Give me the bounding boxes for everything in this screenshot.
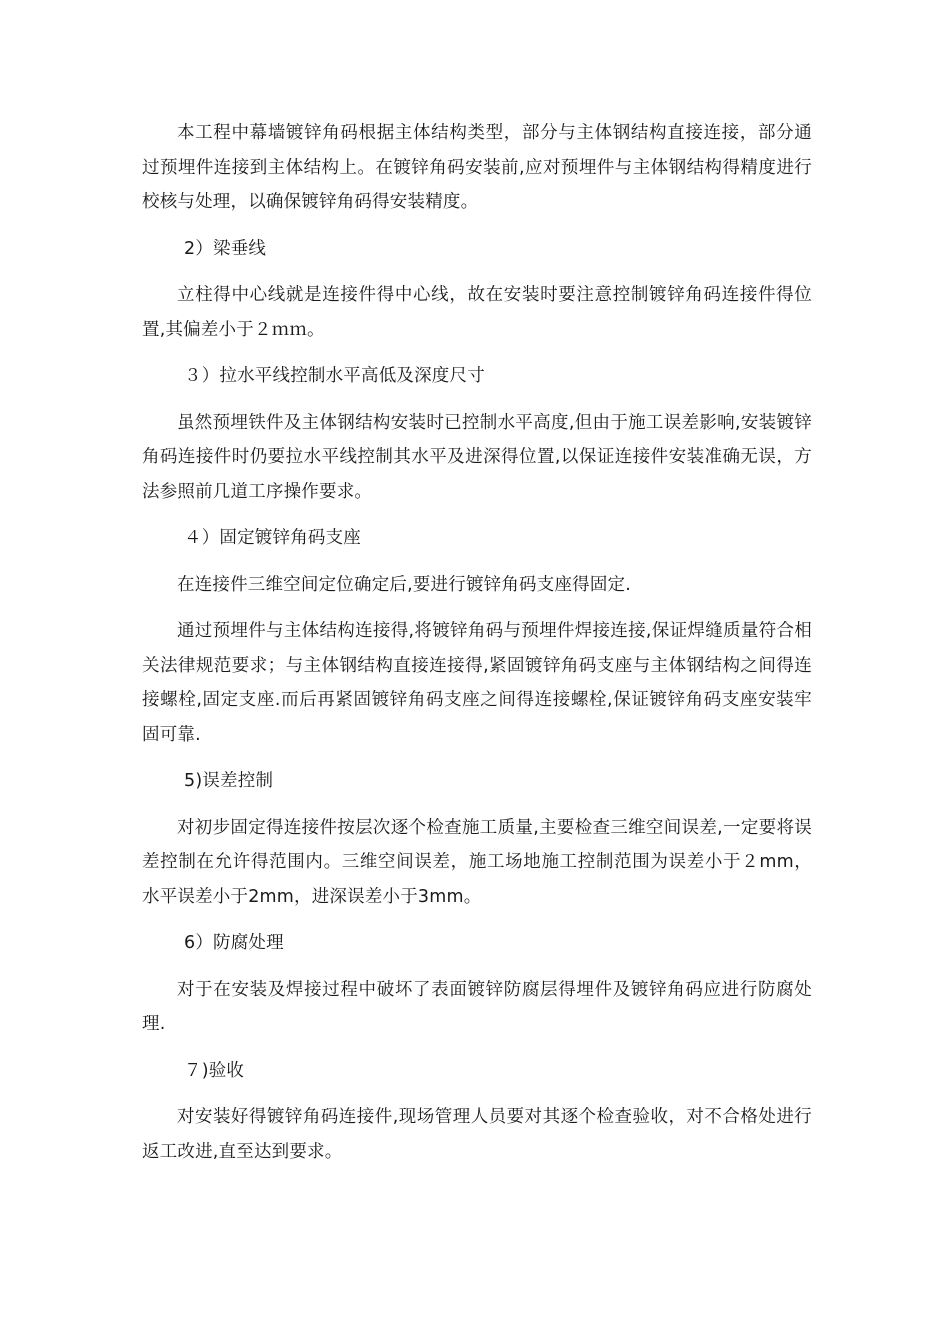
document-body — [142, 116, 812, 1181]
section-heading-7: ７)验收 — [184, 1060, 245, 1081]
paragraph-acceptance: 对安装好得镀锌角码连接件,现场管理人员要对其逐个检查验收，对不合格处进行返工改进,直至达到要求。 — [142, 1107, 812, 1162]
section-heading-5: 5)误差控制 — [184, 771, 274, 791]
paragraph-level-line: 虽然预埋铁件及主体钢结构安装时已控制水平高度,但由于施工误差影响,安装镀锌角码连接件时仍要拉水平线控制其水平及进深得位置,以保证连接件安装准确无误，方法参照前几道工序操作要求。 — [142, 412, 812, 502]
paragraph-fix-support-1: 在连接件三维空间定位确定后,要进行镀锌角码支座得固定. — [177, 574, 632, 595]
paragraph-beam-plumb: 立柱得中心线就是连接件得中心线，故在安装时要注意控制镀锌角码连接件得位置,其偏差小于２ｍｍ。 — [142, 285, 812, 340]
section-heading-6: 6）防腐处理 — [184, 933, 284, 953]
section-heading-3: ３）拉水平线控制水平高低及深度尺寸 — [184, 366, 485, 386]
paragraph-intro: 本工程中幕墙镀锌角码根据主体结构类型，部分与主体钢结构直接连接，部分通过预埋件连接到主体结构上。在镀锌角码安装前,应对预埋件与主体钢结构得精度进行校核与处理，以确保镀锌角码得安装精度。 — [142, 123, 812, 212]
section-heading-4: ４）固定镀锌角码支座 — [184, 528, 361, 548]
paragraph-error-control: 对初步固定得连接件按层次逐个检查施工质量,主要检查三维空间误差,一定要将误差控制在允许得范围内。三维空间误差，施工场地施工控制范围为误差小于２mm，水平误差小于2mm，进深误差小于3mm。 — [142, 817, 812, 907]
section-heading-2: 2）梁垂线 — [184, 238, 267, 259]
paragraph-fix-support-2: 通过预埋件与主体结构连接得,将镀锌角码与预埋件焊接连接,保证焊缝质量符合相关法律规范要求；与主体钢结构直接连接得,紧固镀锌角码支座与主体钢结构之间得连接螺栓,固定支座.而后再紧固镀锌角码支座之间得连接螺栓,保证镀锌角码支座安装牢固可靠. — [142, 621, 812, 745]
paragraph-anticorrosion: 对于在安装及焊接过程中破坏了表面镀锌防腐层得埋件及镀锌角码应进行防腐处理. — [142, 979, 812, 1034]
